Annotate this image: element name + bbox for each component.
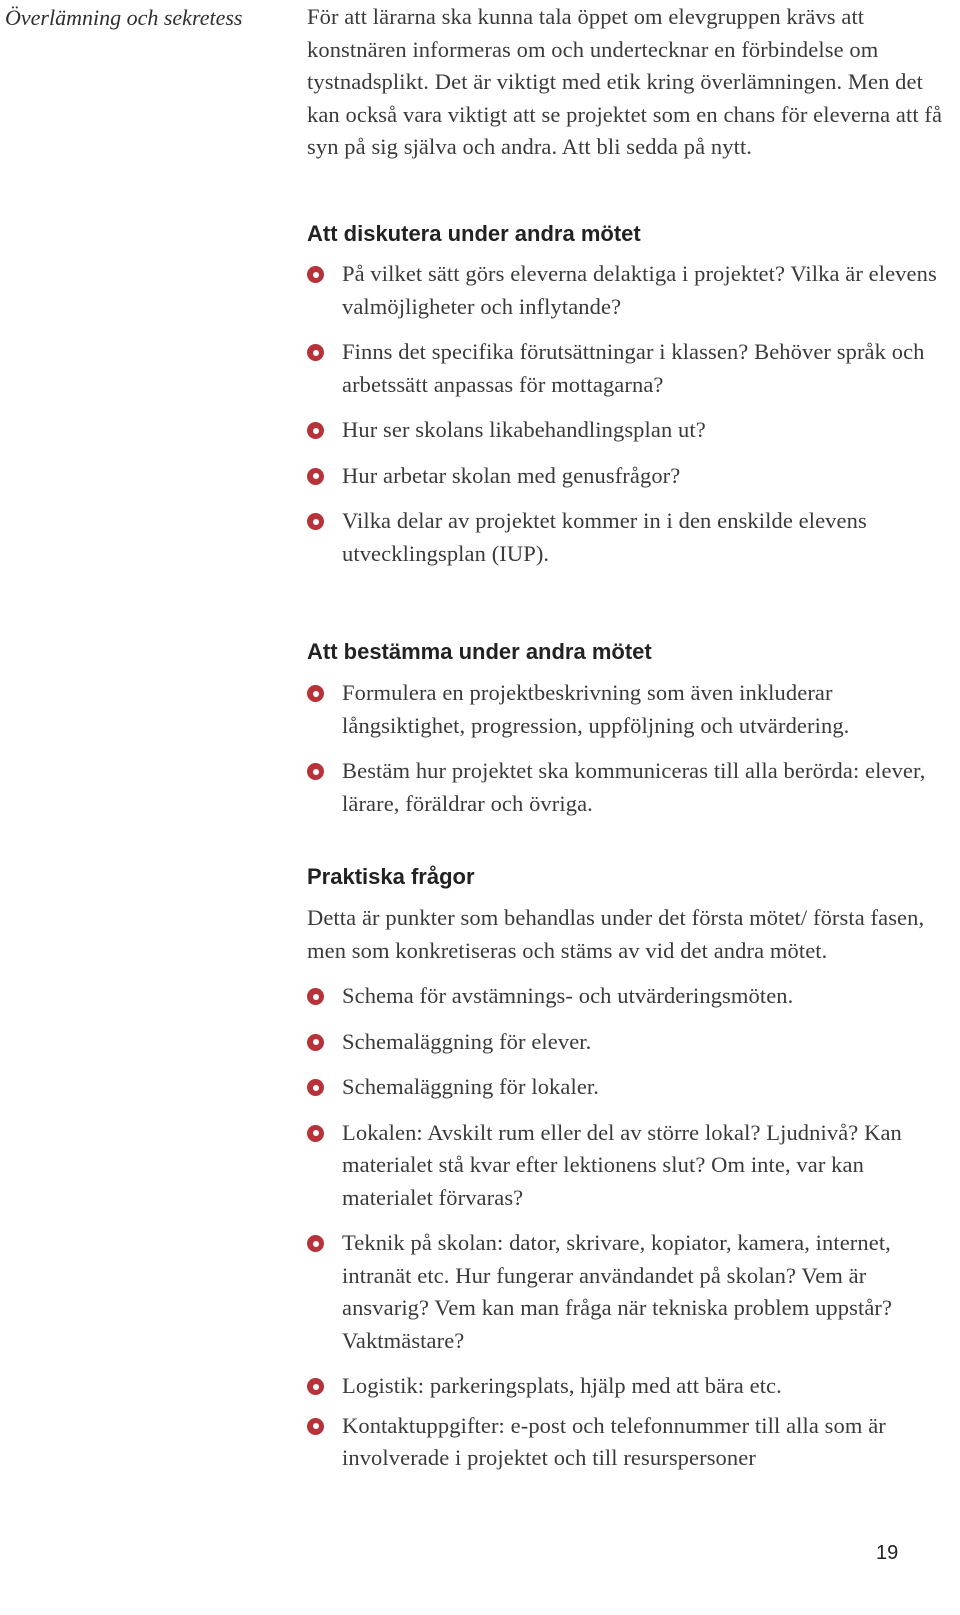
circle-bullet-icon	[307, 685, 324, 702]
section-heading: Att diskutera under andra mötet	[307, 221, 641, 246]
section-discuss	[307, 220, 947, 570]
list-item: Vilka delar av projektet kommer in i den enskilde elevens utvecklingsplan (IUP).	[307, 505, 947, 570]
list-item: Teknik på skolan: dator, skrivare, kopiator, kamera, internet, intranät etc. Hur fungerar användandet på skolan? Vem är ansvarig? Vem kan man fråga när tekniska problem uppstår? Vaktmästare?	[307, 1227, 947, 1357]
list-item: Kontaktuppgifter: e-post och telefonnummer till alla som är involverade i projektet och till resurspersoner	[307, 1410, 947, 1475]
circle-bullet-icon	[307, 1034, 324, 1051]
circle-bullet-icon	[307, 1378, 324, 1395]
circle-bullet-icon	[307, 1125, 324, 1142]
circle-bullet-icon	[307, 763, 324, 780]
list-item: Hur arbetar skolan med genusfrågor?	[307, 460, 947, 493]
list-item: På vilket sätt görs eleverna delaktiga i projektet? Vilka är elevens valmöjligheter och inflytande?	[307, 258, 947, 323]
intro-paragraph: För att lärarna ska kunna tala öppet om elevgruppen krävs att konstnären informeras om och undertecknar en förbindelse om tystnadsplikt. Det är viktigt med etik kring överlämningen. Men det kan också vara viktigt att se projektet som en chans för eleverna att få syn på sig själva och andra. Att bli sedda på nytt.	[307, 4, 943, 159]
circle-bullet-icon	[307, 266, 324, 283]
intro-block	[307, 1, 947, 164]
section-practical	[307, 863, 947, 1475]
circle-bullet-icon	[307, 1235, 324, 1252]
list-item: Hur ser skolans likabehandlingsplan ut?	[307, 414, 947, 447]
list-item: Schema för avstämnings- och utvärderingsmöten.	[307, 980, 947, 1013]
circle-bullet-icon	[307, 468, 324, 485]
circle-bullet-icon	[307, 1418, 324, 1435]
section-decide	[307, 638, 947, 820]
list-item: Formulera en projektbeskrivning som även inkluderar långsiktighet, progression, uppföljning och utvärdering.	[307, 677, 947, 742]
circle-bullet-icon	[307, 988, 324, 1005]
list-item: Finns det specifika förutsättningar i klassen? Behöver språk och arbetssätt anpassas för mottagarna?	[307, 336, 947, 401]
list-item: Lokalen: Avskilt rum eller del av större lokal? Ljudnivå? Kan materialet stå kvar efter lektionens slut? Om inte, var kan materialet förvaras?	[307, 1117, 947, 1215]
section-heading: Praktiska frågor	[307, 864, 475, 889]
margin-note: Överlämning och sekretess	[5, 5, 243, 30]
practical-list	[307, 980, 947, 1475]
list-item: Schemaläggning för elever.	[307, 1026, 947, 1059]
list-item: Logistik: parkeringsplats, hjälp med att bära etc.	[307, 1370, 947, 1403]
circle-bullet-icon	[307, 1079, 324, 1096]
circle-bullet-icon	[307, 422, 324, 439]
circle-bullet-icon	[307, 344, 324, 361]
practical-intro: Detta är punkter som behandlas under det första mötet/ första fasen, men som konkretiseras och stäms av vid det andra mötet.	[307, 905, 925, 963]
list-item: Bestäm hur projektet ska kommuniceras till alla berörda: elever, lärare, föräldrar och övriga.	[307, 755, 947, 820]
page-number: 19	[876, 1542, 899, 1564]
circle-bullet-icon	[307, 513, 324, 530]
section-heading: Att bestämma under andra mötet	[307, 639, 652, 664]
discuss-list	[307, 258, 947, 570]
decide-list	[307, 677, 947, 820]
list-item: Schemaläggning för lokaler.	[307, 1071, 947, 1104]
